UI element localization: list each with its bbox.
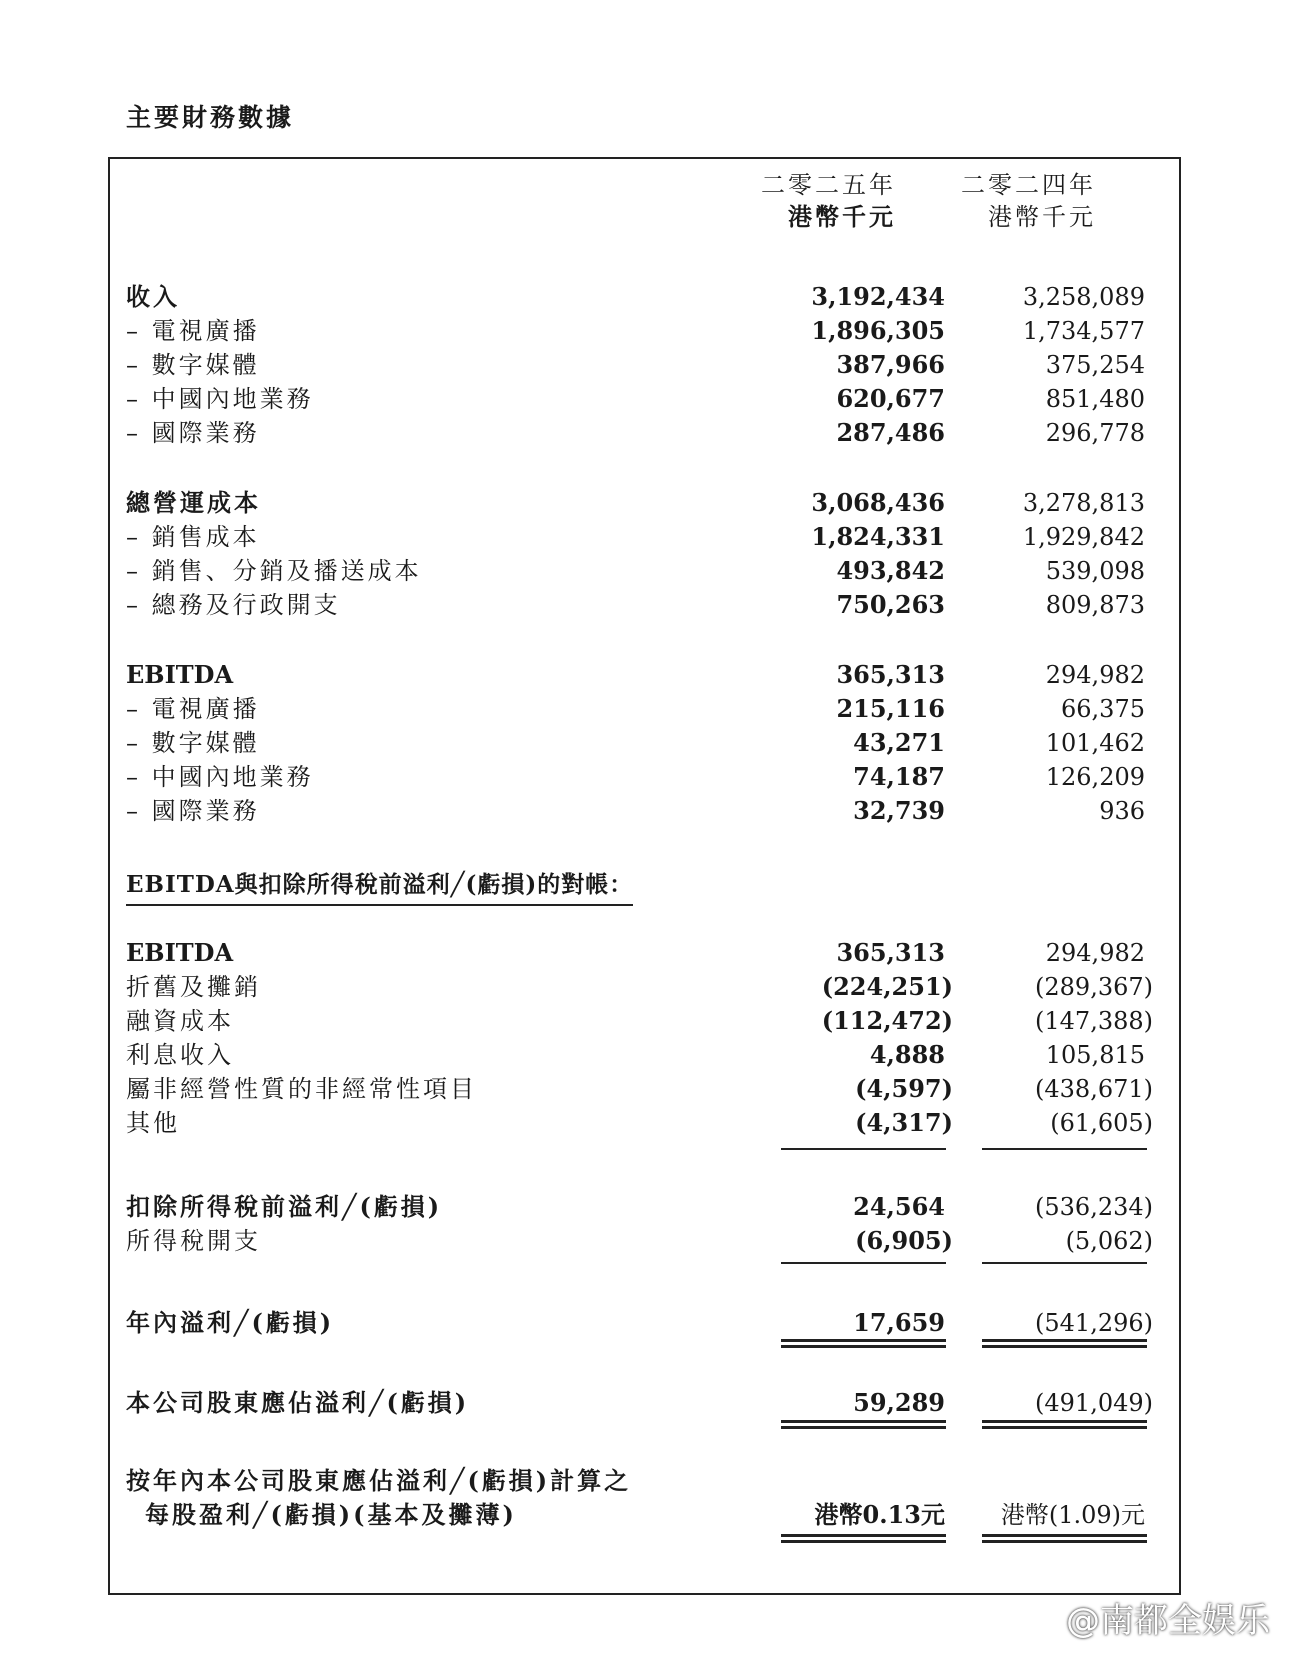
table-row [0,658,1290,692]
value-2024: (147,388) [1035,1007,1153,1035]
row-label: – 總務及行政開支 [126,591,341,619]
table-row [0,1190,1290,1224]
value-2024: (5,062) [1065,1227,1153,1255]
value-2024: 539,098 [1045,557,1145,585]
table-row [0,1306,1290,1340]
value-2025: (224,251) [821,972,953,1001]
value-2024: 3,278,813 [1022,489,1145,517]
value-2025: 17,659 [853,1308,945,1337]
page-title: 主要財務數據 [126,103,295,132]
table-row [0,348,1290,382]
row-label: – 銷售、分銷及播送成本 [126,557,422,585]
value-2024: (536,234) [1035,1193,1153,1221]
subtotal-rule-2025 [781,1262,946,1264]
value-2025: 1,896,305 [811,316,945,345]
table-row [0,588,1290,622]
value-2024: 809,873 [1045,591,1145,619]
value-2024: 851,480 [1045,385,1145,413]
table-row [0,794,1290,828]
value-2024: 1,734,577 [1022,317,1145,345]
value-2025: (4,597) [855,1074,953,1103]
value-2025: 493,842 [836,556,945,585]
value-2024: (289,367) [1035,973,1153,1001]
table-row [0,1072,1290,1106]
table-row [0,1038,1290,1072]
value-2024: (541,296) [1035,1309,1153,1337]
row-label: 總營運成本 [126,488,261,517]
table-row [0,314,1290,348]
value-2025: (112,472) [821,1006,953,1035]
row-label: – 中國內地業務 [126,763,314,791]
total-double-rule-2024 [982,1534,1147,1543]
row-label: 扣除所得稅前溢利╱(虧損) [126,1192,443,1221]
row-label: – 電視廣播 [126,317,260,345]
row-label: – 數字媒體 [126,351,260,379]
total-double-rule-2025 [781,1534,946,1543]
row-label: 年內溢利╱(虧損) [126,1308,335,1337]
value-2025: 4,888 [869,1040,945,1069]
table-row [0,486,1290,520]
value-2025: 59,289 [853,1388,945,1417]
table-row [0,1106,1290,1140]
row-label: – 電視廣播 [126,695,260,723]
watermark [1022,1593,1270,1642]
value-2025: 750,263 [836,590,945,619]
value-2025: 3,068,436 [811,488,945,517]
value-2025: 365,313 [836,660,945,689]
table-row [0,936,1290,970]
value-2025: (4,317) [855,1108,953,1137]
value-2025: 1,824,331 [811,522,945,551]
value-2024: 294,982 [1045,661,1145,689]
eps-label-line1: 按年內本公司股東應佔溢利╱(虧損)計算之 [126,1466,632,1495]
total-double-rule-2024 [982,1339,1147,1348]
value-2024: (438,671) [1035,1075,1153,1103]
row-label: – 數字媒體 [126,729,260,757]
value-2025: 365,313 [836,938,945,967]
value-2025: 3,192,434 [811,282,945,311]
row-label: – 銷售成本 [126,523,260,551]
value-2024: 1,929,842 [1022,523,1145,551]
header-2024-year: 二零二四年 [961,171,1096,199]
value-2025: 32,739 [853,796,945,825]
table-row [0,1004,1290,1038]
row-label: 其他 [126,1109,180,1137]
table-row [0,554,1290,588]
value-2024: 105,815 [1045,1041,1145,1069]
table-row [0,760,1290,794]
total-double-rule-2024 [982,1420,1147,1429]
row-label: 本公司股東應佔溢利╱(虧損) [126,1388,470,1417]
value-2024: 936 [1099,797,1145,825]
value-2025: 620,677 [836,384,945,413]
table-row [0,970,1290,1004]
subtotal-rule-2024 [982,1148,1147,1150]
row-label: EBITDA [126,660,234,689]
eps-label-line2: 每股盈利╱(虧損)(基本及攤薄) [145,1500,517,1529]
row-label: EBITDA [126,938,234,967]
row-label: 融資成本 [126,1007,234,1035]
value-2024: 66,375 [1061,695,1145,723]
value-2025: 215,116 [836,694,945,723]
row-label: 利息收入 [126,1041,234,1069]
watermark-text: @南都全娱乐 [1066,1601,1270,1641]
weibo-logo-icon [1022,1608,1062,1638]
row-label: 屬非經營性質的非經常性項目 [126,1075,477,1103]
table-row [0,382,1290,416]
header-2024-unit: 港幣千元 [988,203,1096,231]
value-2024: (491,049) [1035,1389,1153,1417]
total-double-rule-2025 [781,1420,946,1429]
row-label: 收入 [126,282,180,311]
header-2025-unit: 港幣千元 [788,202,896,231]
value-2025: 387,966 [836,350,945,379]
reconciliation-heading: EBITDA與扣除所得稅前溢利╱(虧損)的對帳： [126,868,633,906]
eps-value-2024: 港幣(1.09)元 [1000,1501,1145,1529]
value-2025: (6,905) [855,1226,953,1255]
row-label: – 中國內地業務 [126,385,314,413]
subtotal-rule-2024 [982,1262,1147,1264]
row-label: 折舊及攤銷 [126,973,261,1001]
row-label: – 國際業務 [126,419,260,447]
table-row [0,1224,1290,1258]
value-2024: (61,605) [1050,1109,1153,1137]
value-2024: 101,462 [1045,729,1145,757]
table-row [0,520,1290,554]
subtotal-rule-2025 [781,1148,946,1150]
value-2024: 3,258,089 [1022,283,1145,311]
table-row [0,416,1290,450]
value-2025: 24,564 [853,1192,945,1221]
header-2025-year: 二零二五年 [761,171,896,199]
row-label: 所得稅開支 [126,1227,261,1255]
eps-value-2025: 港幣0.13元 [814,1500,945,1529]
total-double-rule-2025 [781,1339,946,1348]
value-2025: 74,187 [853,762,945,791]
value-2024: 375,254 [1045,351,1145,379]
table-row [0,726,1290,760]
value-2025: 287,486 [836,418,945,447]
value-2024: 294,982 [1045,939,1145,967]
table-row [0,692,1290,726]
table-row [0,1386,1290,1420]
value-2024: 296,778 [1045,419,1145,447]
row-label: – 國際業務 [126,797,260,825]
value-2025: 43,271 [853,728,945,757]
table-row [0,280,1290,314]
value-2024: 126,209 [1045,763,1145,791]
